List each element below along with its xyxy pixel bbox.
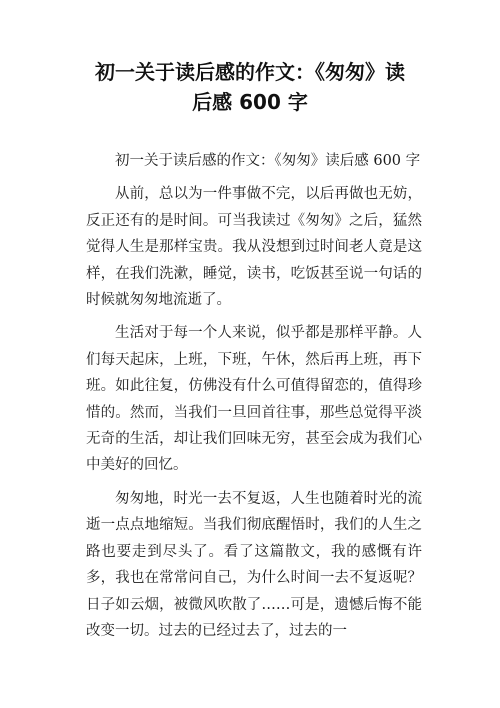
title-line-1: 初一关于读后感的作文：《匆匆》读 <box>95 60 405 84</box>
document-title <box>60 57 440 117</box>
body-paragraph: 从前，总以为一件事做不完，以后再做也无妨，反正还有的是时间。可当我读过《匆匆》之后，猛然觉得人生是那样宝贵。我从没想到过时间老人竟是这样，在我们洗漱，睡觉，读书，吃饭甚至说一句话的时候就匆匆地流逝了。 <box>86 186 422 309</box>
body-paragraph: 匆匆地，时光一去不复返，人生也随着时光的流逝一点点地缩短。当我们彻底醒悟时，我们的人生之路也要走到尽头了。看了这篇散文，我的感慨有许多，我也在常常问自己，为什么时间一去不复返呢？日子如云烟，被微风吹散了……可是，遗憾后悔不能改变一切。过去的已经过去了，过去的一 <box>86 490 422 639</box>
body-paragraph: 生活对于每一个人来说，似乎都是那样平静。人们每天起床，上班，下班，午休，然后再上班，再下班。如此往复，仿佛没有什么可值得留恋的，值得珍惜的。然而，当我们一旦回首往事，那些总觉得平淡无奇的生活，却让我们回味无穷，甚至会成为我们心中美好的回忆。 <box>86 325 422 474</box>
document-body <box>86 148 422 651</box>
title-line-2: 后感 600 字 <box>192 90 308 114</box>
body-paragraph: 初一关于读后感的作文：《匆匆》读后感 600 字 <box>115 153 421 169</box>
